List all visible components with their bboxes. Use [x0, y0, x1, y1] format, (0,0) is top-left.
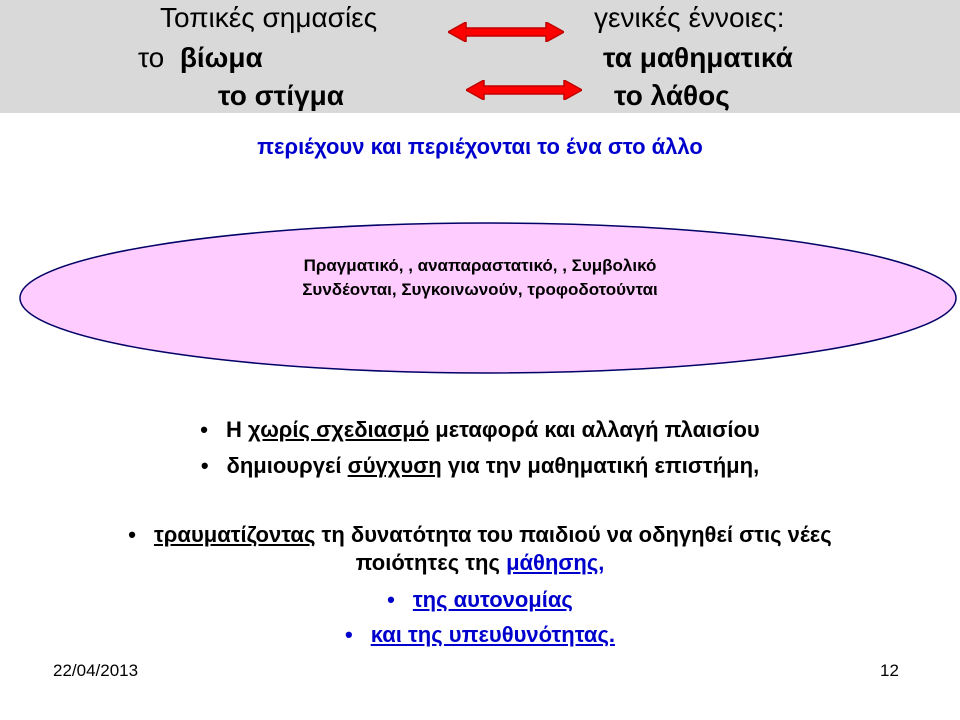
link-learning[interactable]: μάθησης, [506, 550, 605, 575]
footer-date: 22/04/2013 [53, 661, 139, 680]
link-autonomy[interactable]: της αυτονομίας [412, 587, 573, 612]
header-error: το λάθος [614, 80, 730, 111]
bullet-2: • δημιουργεί σύγχυση για την μαθηματική επιστήμη, [200, 453, 760, 478]
bullet-1: • Η χωρίς σχεδιασμό μεταφορά και αλλαγή πλαισίου [200, 417, 760, 442]
ellipse-line-2: Συνδέονται, Συγκοινωνούν, τροφοδοτούνται [302, 280, 658, 299]
header-stigma: το στίγμα [218, 80, 344, 111]
header-local-meanings: Τοπικές σημασίες [160, 2, 378, 33]
bullet-3-continued: ποιότητες της μάθησης, [355, 550, 605, 575]
bullet-4: • της αυτονομίας [387, 587, 573, 612]
ellipse-text [0, 254, 960, 302]
double-arrow-icon [448, 22, 564, 42]
header-experience: το βίωμα [138, 42, 263, 73]
header-mathematics: τα μαθηματικά [603, 42, 793, 73]
subtitle: περιέχουν και περιέχονται το ένα στο άλλο [257, 134, 703, 159]
bullet-3: • τραυματίζοντας τη δυνατότητα του παιδιού να οδηγηθεί στις νέες [128, 522, 832, 547]
header-general-concepts: γενικές έννοιες: [594, 2, 785, 33]
link-responsibility[interactable]: και της υπευθυνότητας. [370, 622, 615, 647]
ellipse-line-1: Πραγματικό, , αναπαραστατικό, , Συμβολικό [303, 256, 657, 275]
footer-page-number: 12 [880, 661, 899, 680]
bullet-5: • και της υπευθυνότητας. [345, 622, 615, 647]
double-arrow-icon [466, 80, 582, 100]
